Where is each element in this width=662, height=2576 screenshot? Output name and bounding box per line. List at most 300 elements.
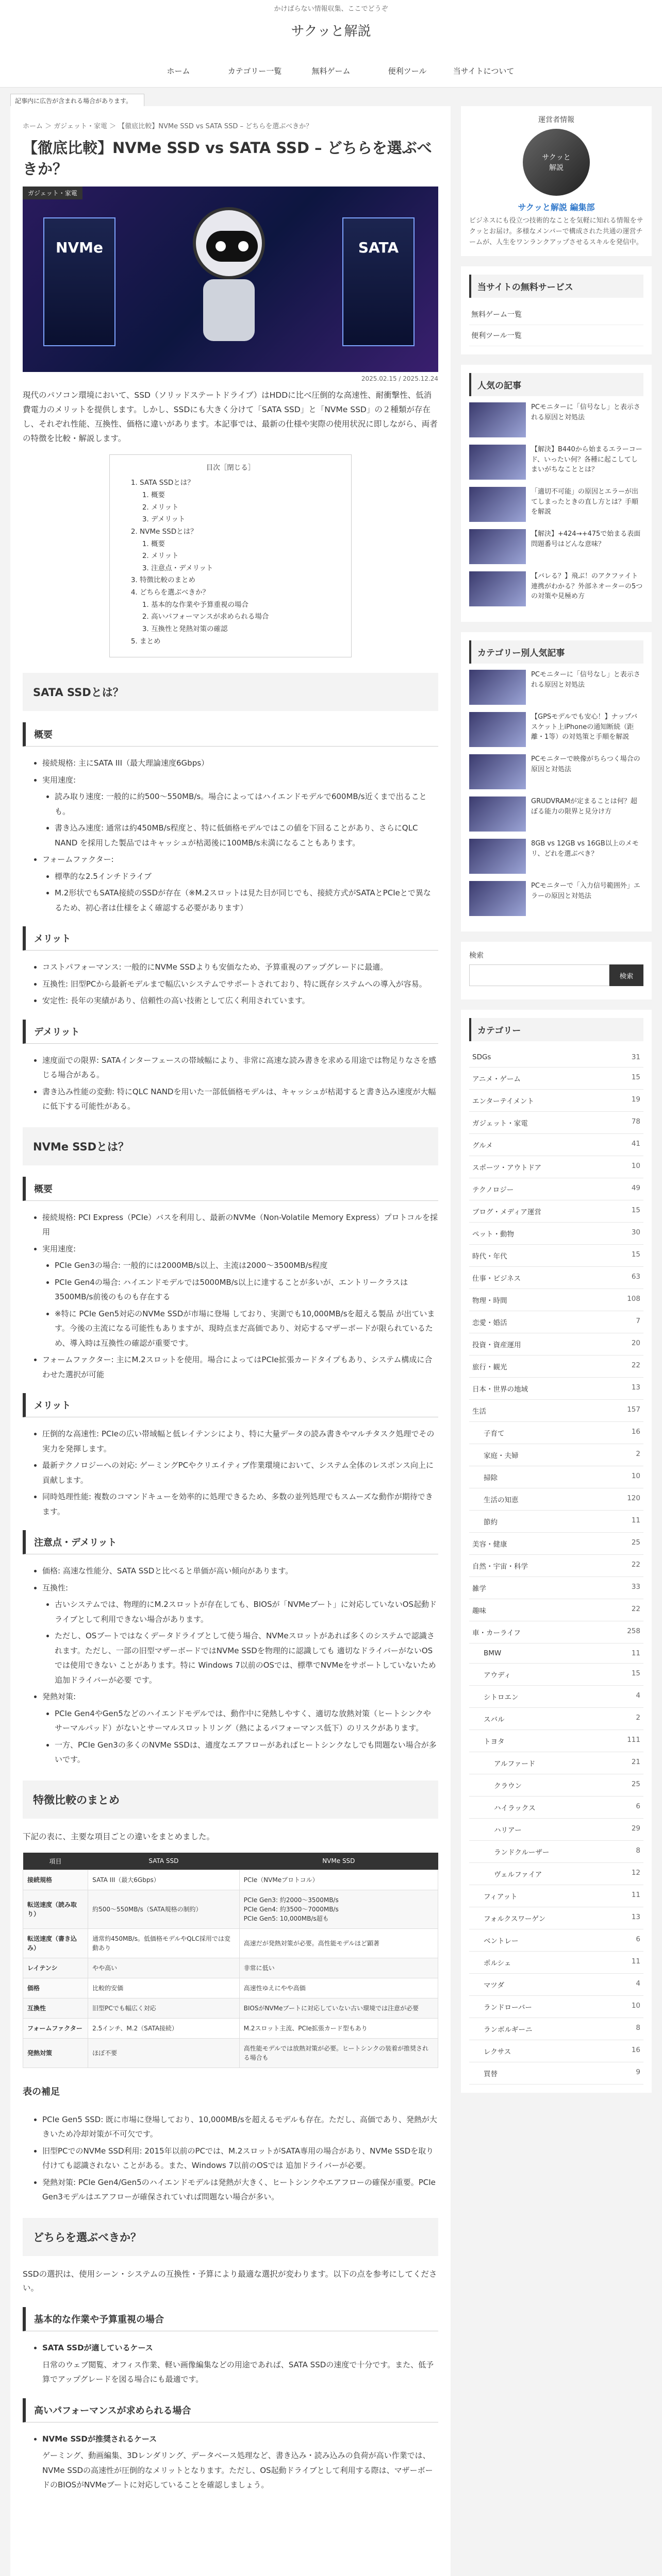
- table-header: 項目: [23, 1853, 88, 1870]
- category-name[interactable]: BMW: [484, 1649, 502, 1658]
- toc-item[interactable]: 3. 特徴比較のまとめ: [140, 574, 339, 587]
- supplement-heading: 表の補足: [23, 2086, 60, 2097]
- category-item[interactable]: [469, 1378, 643, 1400]
- category-count: 15: [631, 1073, 640, 1082]
- list-item: • M.2形状でもSATA接続のSSDが存在（※M.2スロットは見た目が同じでも、接続方式がSATAとPCIeとで異なるため、初心者は仕様をよく確認する必要があります）: [55, 886, 438, 915]
- category-name[interactable]: スバル: [484, 1716, 505, 1724]
- article: [10, 106, 451, 2576]
- table-row: [23, 2038, 438, 2067]
- toc-list: [122, 477, 339, 648]
- category-count: 22: [631, 1361, 640, 1370]
- category-name[interactable]: ハイラックス: [494, 1804, 536, 1813]
- list-item: • 安定性: 長年の実績があり、信頼性の高い技術として広く利用されています。: [42, 993, 438, 1008]
- post-title[interactable]: PCモニターに「信号なし」と表示される原因と対処法: [531, 403, 640, 421]
- category-item[interactable]: [469, 1664, 643, 1686]
- popular-post[interactable]: [469, 402, 643, 437]
- post-thumbnail[interactable]: [469, 712, 526, 747]
- popular-post[interactable]: [469, 487, 643, 522]
- sata-demerit-list: [23, 1053, 438, 1114]
- site-title[interactable]: [0, 19, 662, 55]
- category-item[interactable]: [469, 1511, 643, 1533]
- popular-post[interactable]: [469, 754, 643, 789]
- popular-post[interactable]: [469, 796, 643, 832]
- category-item[interactable]: [469, 1533, 643, 1555]
- table-cell: 互換性: [23, 1998, 88, 2018]
- category-name[interactable]: フィアット: [484, 1893, 518, 1902]
- table-cell: 高性能モデルでは放熱対策が必要。ヒートシンクの装着が推奨される場合も: [239, 2038, 438, 2067]
- nav-category[interactable]: カテゴリー一覧: [227, 66, 282, 76]
- list-item: • 書き込み性能の変動: 特にQLC NANDを用いた一部低価格モデルは、キャッシュが枯渇すると書き込み速度が大幅に低下する可能性がある。: [42, 1084, 438, 1114]
- category-name[interactable]: ブログ・メディア運営: [472, 1208, 541, 1217]
- post-title[interactable]: 【解決】+424→+475で始まる表面問題番号はどんな意味？: [531, 530, 641, 548]
- category-item[interactable]: [469, 1774, 643, 1797]
- list-item: • 最新テクノロジーへの対応: ゲーミングPCやクリエイティブ作業環境において、システム全体のレスポンス向上に貢献します。: [42, 1458, 438, 1487]
- popular-title: 人気の記事: [469, 373, 643, 396]
- category-item[interactable]: [469, 2040, 643, 2062]
- search-title: 検索: [469, 952, 484, 960]
- category-count: 11: [631, 1649, 640, 1658]
- post-thumbnail[interactable]: [469, 839, 526, 874]
- table-cell: ほぼ不要: [88, 2038, 240, 2067]
- category-item[interactable]: [469, 1355, 643, 1378]
- category-item[interactable]: [469, 1134, 643, 1156]
- table-cell: PCIe（NVMeプロトコル）: [239, 1870, 438, 1890]
- post-title[interactable]: 【GPSモデルでも安心！】ナップバスケット上iPhoneの通知断続（距離・1等）の対処策と手順を解説: [531, 713, 638, 741]
- table-cell: フォームファクター: [23, 2018, 88, 2038]
- category-item[interactable]: [469, 2062, 643, 2084]
- category-count: 16: [631, 2046, 640, 2055]
- table-cell: やや高い: [88, 1958, 240, 1978]
- section-sata-heading: SATA SSDとは？: [23, 673, 438, 711]
- content-wrap: [10, 96, 652, 2576]
- category-name[interactable]: SDGs: [472, 1053, 491, 1062]
- popular-post[interactable]: [469, 670, 643, 705]
- category-item[interactable]: [469, 1311, 643, 1333]
- section-nvme-heading: NVMe SSDとは？: [23, 1127, 438, 1165]
- table-row: [23, 1870, 438, 1890]
- category-count: 11: [631, 1516, 640, 1525]
- popular-post[interactable]: [469, 881, 643, 916]
- post-thumbnail[interactable]: [469, 881, 526, 916]
- table-header: SATA SSD: [88, 1853, 240, 1870]
- category-name[interactable]: 旅行・観光: [472, 1363, 507, 1372]
- service-link-games[interactable]: 無料ゲーム一覧: [469, 304, 643, 325]
- category-count: 13: [631, 1913, 640, 1922]
- profile-title: 運営者情報: [538, 116, 574, 124]
- list-item: • 発熱対策: PCIe Gen4/Gen5のハイエンドモデルは発熱が大きく、ヒートシンクやエアフローの確保が重要。PCIe Gen3モデルはエアフローが確保されていれば問題ない場合が多い。: [42, 2175, 438, 2205]
- table-row: [23, 1890, 438, 1928]
- category-name[interactable]: ヴェルファイア: [494, 1871, 542, 1879]
- popular-post[interactable]: [469, 571, 643, 606]
- category-item[interactable]: [469, 1422, 643, 1444]
- category-name[interactable]: スポーツ・アウトドア: [472, 1164, 542, 1173]
- toc-item[interactable]: 1. SATA SSDとは？ 1. 概要 2. メリット 3. デメリット: [140, 477, 339, 526]
- list-item: • ※特に PCIe Gen5対応のNVMe SSDが市場に登場 しており、実測でも10,000MB/sを超える製品 が出ています。今後の主流になる可能性もありますが、現時点まだ高価であり、対応するマザーボードが限られているため、導入時は互換性の確認が重要です。: [55, 1307, 438, 1351]
- table-cell: 旧型PCでも幅広く対応: [88, 1998, 240, 2018]
- category-name[interactable]: 掃除: [484, 1474, 498, 1483]
- category-name[interactable]: ベントレー: [484, 1937, 519, 1946]
- section-compare-heading: 特徴比較のまとめ: [23, 1781, 438, 1819]
- category-name[interactable]: フォルクスワーゲン: [484, 1915, 546, 1924]
- toc-item[interactable]: 4. どちらを選ぶべきか？ 1. 基本的な作業や予算重視の場合 2. 高いパフォーマンスが求められる場合 3. 互換性と発熱対策の確認: [140, 587, 339, 636]
- category-item[interactable]: [469, 1090, 643, 1112]
- category-name[interactable]: 車・カーライフ: [472, 1629, 521, 1638]
- category-name[interactable]: 仕事・ビジネス: [472, 1275, 521, 1283]
- table-cell: 通常約450MB/s。低価格モデルやQLC採用では変動あり: [88, 1928, 240, 1958]
- toc-subitem[interactable]: 2. メリット: [151, 550, 339, 563]
- category-item[interactable]: [469, 1577, 643, 1599]
- category-count: 29: [631, 1824, 640, 1833]
- list-item: • フォームファクター: 主にM.2スロットを使用。場合によってはPCIe拡張カードタイプもあり、システム構成に合わせた選択が可能: [42, 1352, 438, 1382]
- nvme-merit-heading: メリット: [23, 1393, 438, 1417]
- list-item: • PCIe Gen5 SSD: 既に市場に登場しており、10,000MB/sを超えるモデルも存在。ただし、高価であり、発熱が大きいため冷却対策が不可欠です。: [42, 2112, 438, 2142]
- site-title-link[interactable]: サクッと解説: [291, 24, 371, 39]
- list-item: • NVMe SSDが推奨されるケース: [42, 2432, 438, 2447]
- toc-item[interactable]: 5. まとめ: [140, 636, 339, 648]
- post-title[interactable]: 【解決】B440から始まるエラーコード、いったい何？各種に起こしてしまいがちなこととは？: [531, 446, 642, 474]
- category-count: 21: [631, 1758, 640, 1767]
- supplement-list: [23, 2112, 438, 2205]
- popular-post[interactable]: [469, 839, 643, 874]
- category-count: 10: [631, 2002, 640, 2010]
- toc-subitem[interactable]: 1. 基本的な作業や予算重視の場合: [151, 599, 339, 612]
- list-item: • 標準的な2.5インチドライブ: [55, 869, 438, 884]
- post-thumbnail[interactable]: [469, 571, 526, 606]
- table-row: [23, 1978, 438, 1998]
- list-item: • 発熱対策:: [42, 1689, 438, 1704]
- list-item: 日常のウェブ閲覧、オフィス作業、軽い画像編集などの用途であれば、SATA SSDの速度で十分です。また、低予算でアップグレードを図る場合にも最適です。: [42, 2360, 434, 2384]
- sata-merit-heading: メリット: [23, 926, 438, 951]
- category-item[interactable]: [469, 1200, 643, 1223]
- categories-title: カテゴリー: [469, 1018, 643, 1041]
- post-thumbnail[interactable]: [469, 402, 526, 437]
- popular-post[interactable]: [469, 712, 643, 747]
- eyecatch-image: [23, 187, 438, 372]
- sata-overview-list: [23, 756, 438, 915]
- category-count: 157: [627, 1405, 640, 1414]
- category-item[interactable]: [469, 1178, 643, 1200]
- table-cell: 高速性ゆえにやや高価: [239, 1978, 438, 1998]
- nav-home[interactable]: ホーム: [167, 66, 190, 76]
- toc-subitem[interactable]: 3. デメリット: [151, 514, 339, 526]
- list-item: • 接続規格: PCI Express（PCIe）バスを利用し、最新のNVMe（Non-Volatile Memory Express）プロトコルを採用: [42, 1210, 438, 1240]
- category-count: 31: [631, 1053, 640, 1062]
- table-cell: 高速だが発熱対策が必要。高性能モデルほど顕著: [239, 1928, 438, 1958]
- table-row: [23, 1998, 438, 2018]
- category-count: 9: [636, 2068, 640, 2077]
- category-name[interactable]: アウディ: [484, 1671, 511, 1680]
- category-count: 19: [631, 1095, 640, 1104]
- toc-title[interactable]: 目次［閉じる］: [206, 463, 255, 472]
- category-name[interactable]: ガジェット・家電: [472, 1120, 528, 1128]
- category-count: 108: [627, 1295, 640, 1303]
- category-item[interactable]: [469, 1621, 643, 1643]
- category-name[interactable]: 自然・宇宙・科学: [472, 1563, 528, 1571]
- post-title[interactable]: PCモニターに「信号なし」と表示される原因と対処法: [531, 671, 640, 689]
- profile-widget: [461, 106, 652, 256]
- list-item: • 旧型PCでのNVMe SSD利用: 2015年以前のPCでは、M.2スロットがSATA専用の場合があり、NVMe SSDを取り付けても認識されない ことがある。また、Windows 7以前のOSでは 追加ドライバーが必要。: [42, 2144, 438, 2173]
- list-item: • 実用速度:: [42, 773, 438, 788]
- category-count: 63: [631, 1273, 640, 1281]
- category-name[interactable]: 美容・健康: [472, 1540, 507, 1549]
- category-count: 30: [631, 1228, 640, 1237]
- category-item[interactable]: [469, 1907, 643, 1929]
- category-name[interactable]: 投資・資産運用: [472, 1341, 521, 1350]
- table-cell: 転送速度（書き込み）: [23, 1928, 88, 1958]
- category-name[interactable]: 子育て: [484, 1430, 505, 1438]
- popular-post[interactable]: [469, 445, 643, 480]
- category-name[interactable]: アルファード: [494, 1760, 536, 1769]
- category-count: 22: [631, 1561, 640, 1569]
- category-item[interactable]: [469, 1267, 643, 1289]
- list-item: • ただし、OSブートではなくデータドライブとして使う場合、NVMeスロットがあれば多くのシステムで認識されます。ただし、一部の旧型マザーボードではNVMe SSDを物理的に認識しても 適切なドライバーがないOSでは使用できない ことがあります。特に Windows 7以前のOSでは、標準でNVMeをサポートしていないため追加ドライバーが必要 です。: [55, 1629, 438, 1687]
- list-item: • コストパフォーマンス: 一般的にNVMe SSDよりも安価なため、予算重視のアップグレードに最適。: [42, 960, 438, 975]
- toc-subitem[interactable]: 2. メリット: [151, 502, 339, 514]
- list-item: • 同時処理性能: 複数のコマンドキューを効率的に処理できるため、多数の並列処理でもスムーズな動作が期待できます。: [42, 1489, 438, 1519]
- toc-item[interactable]: 2. NVMe SSDとは？ 1. 概要 2. メリット 3. 注意点・デメリット: [140, 526, 339, 575]
- table-cell: レイテンシ: [23, 1958, 88, 1978]
- category-name[interactable]: 雑学: [472, 1585, 486, 1594]
- sata-demerit-heading: デメリット: [23, 1020, 438, 1044]
- pickup-widget: [461, 632, 652, 931]
- category-name[interactable]: 買替: [484, 2070, 498, 2079]
- category-name[interactable]: グルメ: [472, 1142, 493, 1150]
- toc-subitem[interactable]: 2. 高いパフォーマンスが求められる場合: [151, 611, 339, 623]
- post-title[interactable]: PCモニターで「入力信号範囲外」エラーの原因と対処法: [531, 882, 640, 900]
- table-header: NVMe SSD: [239, 1853, 438, 1870]
- category-item[interactable]: [469, 1841, 643, 1863]
- list-item: • 価格: 高速な性能分、SATA SSDと比べると単価が高い傾向があります。: [42, 1564, 438, 1579]
- nav-games[interactable]: 無料ゲーム: [311, 66, 351, 76]
- post-thumbnail[interactable]: [469, 754, 526, 789]
- toc-subitem[interactable]: 3. 互換性と発熱対策の確認: [151, 623, 339, 636]
- list-item: ゲーミング、動画編集、3Dレンダリング、データベース処理など、書き込み・読み込みの負荷が高い作業では、NVMe SSDの高速性が圧倒的なメリットとなります。ただし、OS起動ドライブとして利用する際は、マザーボードのBIOSがNVMeブートに対応していることを確認しましょう。: [42, 2451, 433, 2490]
- category-count: 8: [636, 2024, 640, 2032]
- category-count: 4: [636, 1691, 640, 1700]
- nav-about[interactable]: 当サイトについて: [453, 66, 515, 76]
- list-item: • 互換性:: [42, 1581, 438, 1596]
- search-button[interactable]: 検索: [609, 964, 643, 986]
- table-cell: M.2スロット主流、PCIe拡張カード型もあり: [239, 2018, 438, 2038]
- performance-case-list: [23, 2432, 438, 2493]
- table-cell: 約500〜550MB/s（SATA規格の制約）: [88, 1890, 240, 1928]
- category-count: 15: [631, 1250, 640, 1259]
- post-thumbnail[interactable]: [469, 670, 526, 705]
- category-count: 111: [627, 1736, 640, 1744]
- basic-case-list: [23, 2341, 438, 2387]
- category-name[interactable]: 趣味: [472, 1607, 486, 1616]
- sata-ssd-illustration: SATA: [342, 217, 415, 346]
- category-name[interactable]: ランドローバー: [484, 2004, 532, 2012]
- category-name[interactable]: ペット・動物: [472, 1230, 514, 1239]
- category-count: 78: [631, 1117, 640, 1126]
- nav-tools[interactable]: 便利ツール: [388, 66, 427, 76]
- table-cell: 接続規格: [23, 1870, 88, 1890]
- category-count: 4: [636, 1979, 640, 1988]
- category-count: 6: [636, 1802, 640, 1811]
- category-item[interactable]: [469, 1974, 643, 1996]
- choose-lead: SSDの選択は、使用シーン・システムの互換性・予算により最適な選択が変わります。以下の点を参考にしてください。: [23, 2269, 437, 2293]
- category-name[interactable]: ランボルギーニ: [484, 2026, 533, 2035]
- category-item[interactable]: [469, 1047, 643, 1067]
- list-item: • 実用速度:: [42, 1242, 438, 1257]
- category-item[interactable]: [469, 1599, 643, 1621]
- category-item[interactable]: [469, 1400, 643, 1422]
- ad-notice: 記事内に広告が含まれる場合があります。: [10, 94, 144, 108]
- table-cell: 転送速度（読み取り）: [23, 1890, 88, 1928]
- sata-merit-list: [23, 960, 438, 1008]
- category-name[interactable]: テクノロジー: [472, 1186, 514, 1195]
- toc-subitem[interactable]: 1. 概要: [151, 489, 339, 502]
- profile-name-link[interactable]: サクッと解説 編集部: [518, 202, 595, 212]
- category-count: 10: [631, 1162, 640, 1171]
- nvme-ssd-illustration: NVMe: [43, 217, 115, 346]
- toc-subitem[interactable]: 1. 概要: [151, 538, 339, 551]
- category-item[interactable]: [469, 1686, 643, 1708]
- list-item: • 互換性: 旧型PCから最新モデルまで幅広いシステムでサポートされており、特に既存システムへの導入が容易。: [42, 977, 438, 992]
- table-cell: 価格: [23, 1978, 88, 1998]
- nvme-merit-list: [23, 1427, 438, 1519]
- profile-description: ビジネスにも役立つ技術的なことを気軽に知れる情報をサクッとお届け。多様なメンバーで構成された共通の運営チームが、人生をワンランクアップさせるスキルを発信中。: [469, 217, 643, 246]
- list-item: • 書き込み速度: 通常は約450MB/s程度と、特に低価格モデルではこの値を下回ることがあり、さらにQLC NAND を採用した製品ではキャッシュが枯渇後に100MB/s未満になることもあります。: [55, 821, 438, 850]
- table-cell: BIOSがNVMeブートに対応していない古い環境では注意が必要: [239, 1998, 438, 2018]
- category-item[interactable]: [469, 1112, 643, 1134]
- category-count: 120: [627, 1494, 640, 1503]
- category-item[interactable]: [469, 1444, 643, 1466]
- post-dates: 2025.02.15 / 2025.12.24: [361, 375, 438, 383]
- category-count: 10: [631, 1472, 640, 1481]
- category-name[interactable]: ランドクルーザー: [494, 1849, 550, 1857]
- category-name[interactable]: レクサス: [484, 2048, 511, 2057]
- category-count: 258: [627, 1627, 640, 1636]
- category-name[interactable]: 家庭・夫婦: [484, 1452, 519, 1461]
- category-item[interactable]: [469, 2018, 643, 2040]
- category-item[interactable]: [469, 1996, 643, 2018]
- category-name[interactable]: 物理・時間: [472, 1297, 507, 1306]
- category-item[interactable]: [469, 1223, 643, 1245]
- table-cell: 発熱対策: [23, 2038, 88, 2067]
- sata-overview-heading: 概要: [23, 722, 438, 747]
- category-count: 25: [631, 1538, 640, 1547]
- category-item[interactable]: [469, 1863, 643, 1885]
- category-name[interactable]: ハリアー: [494, 1826, 522, 1835]
- category-item[interactable]: [469, 1488, 643, 1511]
- service-link-tools[interactable]: 便利ツール一覧: [469, 325, 643, 346]
- table-row: [23, 1958, 438, 1978]
- nvme-note-heading: 注意点・デメリット: [23, 1530, 438, 1554]
- category-item[interactable]: [469, 1555, 643, 1577]
- basic-case-heading: 基本的な作業や予算重視の場合: [23, 2307, 438, 2331]
- site-tagline: かけばらない情報収集、ここでどうぞ: [0, 0, 662, 19]
- category-item[interactable]: [469, 1952, 643, 1974]
- category-count: 2: [636, 1450, 640, 1459]
- category-name[interactable]: トヨタ: [484, 1738, 505, 1747]
- category-name[interactable]: 時代・年代: [472, 1252, 507, 1261]
- comparison-table: [23, 1853, 438, 2068]
- table-row: [23, 2018, 438, 2038]
- category-item[interactable]: [469, 1289, 643, 1311]
- list-item: • PCIe Gen3の場合: 一般的には2000MB/s以上、主流は2000〜3500MB/s程度: [55, 1258, 438, 1273]
- popular-widget: [461, 365, 652, 622]
- category-item[interactable]: [469, 1929, 643, 1952]
- popular-post[interactable]: [469, 529, 643, 564]
- post-thumbnail[interactable]: [469, 529, 526, 564]
- category-name[interactable]: マツダ: [484, 1981, 504, 1990]
- category-name[interactable]: シトロエン: [484, 1693, 519, 1702]
- post-thumbnail[interactable]: [469, 487, 526, 522]
- post-title[interactable]: 【バレる？】飛ぶ！のアクファイト連携がわかる？外部ネオーターの5つの対策や見極め方: [531, 572, 643, 601]
- post-title[interactable]: GRUDVRAMが定まることは何？超ぼる能力の限界と見分け方: [531, 798, 637, 816]
- list-item: • 速度面での限界: SATAインターフェースの帯域幅により、非常に高速な読み書きを求める用途では物足りなさを感じる場合がある。: [42, 1053, 438, 1082]
- category-item[interactable]: [469, 1797, 643, 1819]
- category-name[interactable]: 節約: [484, 1518, 498, 1527]
- category-item[interactable]: [469, 1752, 643, 1774]
- post-thumbnail[interactable]: [469, 445, 526, 480]
- post-title[interactable]: PCモニターで映像がちらつく場合の原因と対処法: [531, 755, 640, 773]
- category-count: 11: [631, 1957, 640, 1966]
- category-count: 22: [631, 1605, 640, 1614]
- global-nav: [0, 55, 662, 88]
- category-item[interactable]: [469, 1466, 643, 1488]
- pickup-title: カテゴリー別人気記事: [469, 640, 643, 664]
- breadcrumb[interactable]: ホーム ＞ ガジェット・家電 ＞ 【徹底比較】NVMe SSD vs SATA SSD – どちらを選ぶべきか？: [23, 123, 313, 130]
- list-item: • SATA SSDが適しているケース: [42, 2341, 438, 2355]
- category-count: 13: [631, 1383, 640, 1392]
- section-choose-heading: どちらを選ぶべきか？: [23, 2218, 438, 2256]
- post-title[interactable]: 「適切不可能」の原因とエラーが出てしまったときの直し方とは？手順を解説: [531, 488, 639, 516]
- nvme-overview-heading: 概要: [23, 1177, 438, 1201]
- article-title: 【徹底比較】NVMe SSD vs SATA SSD – どちらを選ぶべきか？: [23, 139, 432, 178]
- nvme-note-list: [23, 1564, 438, 1767]
- list-item: • 圧倒的な高速性: PCIeの広い帯域幅と低レイテンシにより、特に大量データの読み書きやマルチタスク処理でその実力を発揮します。: [42, 1427, 438, 1456]
- table-cell: 比較的安価: [88, 1978, 240, 1998]
- category-item[interactable]: [469, 1885, 643, 1907]
- list-item: • 一方、PCIe Gen3の多くのNVMe SSDは、適度なエアフローがあればヒートシンクなしでも問題ない場合が多いです。: [55, 1738, 438, 1767]
- category-name[interactable]: クラウン: [494, 1782, 522, 1791]
- search-input[interactable]: [469, 964, 609, 986]
- category-item[interactable]: [469, 1730, 643, 1752]
- avatar: サクッと 解説: [523, 129, 590, 196]
- eyecatch-category[interactable]: ガジェット・家電: [23, 187, 82, 199]
- category-count: 25: [631, 1780, 640, 1789]
- list-item: • PCIe Gen4の場合: ハイエンドモデルでは5000MB/s以上に達することが多いが、エントリークラスは3500MB/s前後のものも存在する: [55, 1275, 438, 1304]
- category-count: 2: [636, 1714, 640, 1722]
- category-item[interactable]: [469, 1643, 643, 1664]
- toc-subitem[interactable]: 3. 注意点・デメリット: [151, 563, 339, 575]
- category-item[interactable]: [469, 1067, 643, 1090]
- post-title[interactable]: 8GB vs 12GB vs 16GB以上のメモリ、どれを選ぶべき？: [531, 840, 639, 858]
- category-name[interactable]: 日本・世界の地域: [472, 1385, 528, 1394]
- category-name[interactable]: アニメ・ゲーム: [472, 1075, 521, 1084]
- table-cell: SATA III（最大6Gbps）: [88, 1870, 240, 1890]
- category-count: 16: [631, 1428, 640, 1436]
- category-name[interactable]: ポルシェ: [484, 1959, 511, 1968]
- category-item[interactable]: [469, 1245, 643, 1267]
- category-item[interactable]: [469, 1156, 643, 1178]
- post-thumbnail[interactable]: [469, 796, 526, 832]
- category-item[interactable]: [469, 1333, 643, 1355]
- category-name[interactable]: 生活: [472, 1408, 486, 1416]
- category-name[interactable]: 生活の知恵: [484, 1496, 519, 1505]
- category-item[interactable]: [469, 1708, 643, 1730]
- category-count: 11: [631, 1891, 640, 1900]
- table-row: [23, 1928, 438, 1958]
- category-name[interactable]: エンターテイメント: [472, 1097, 534, 1106]
- robot-icon: [177, 207, 280, 351]
- category-count: 49: [631, 1184, 640, 1193]
- category-name[interactable]: 恋愛・婚活: [472, 1319, 507, 1328]
- category-item[interactable]: [469, 1819, 643, 1841]
